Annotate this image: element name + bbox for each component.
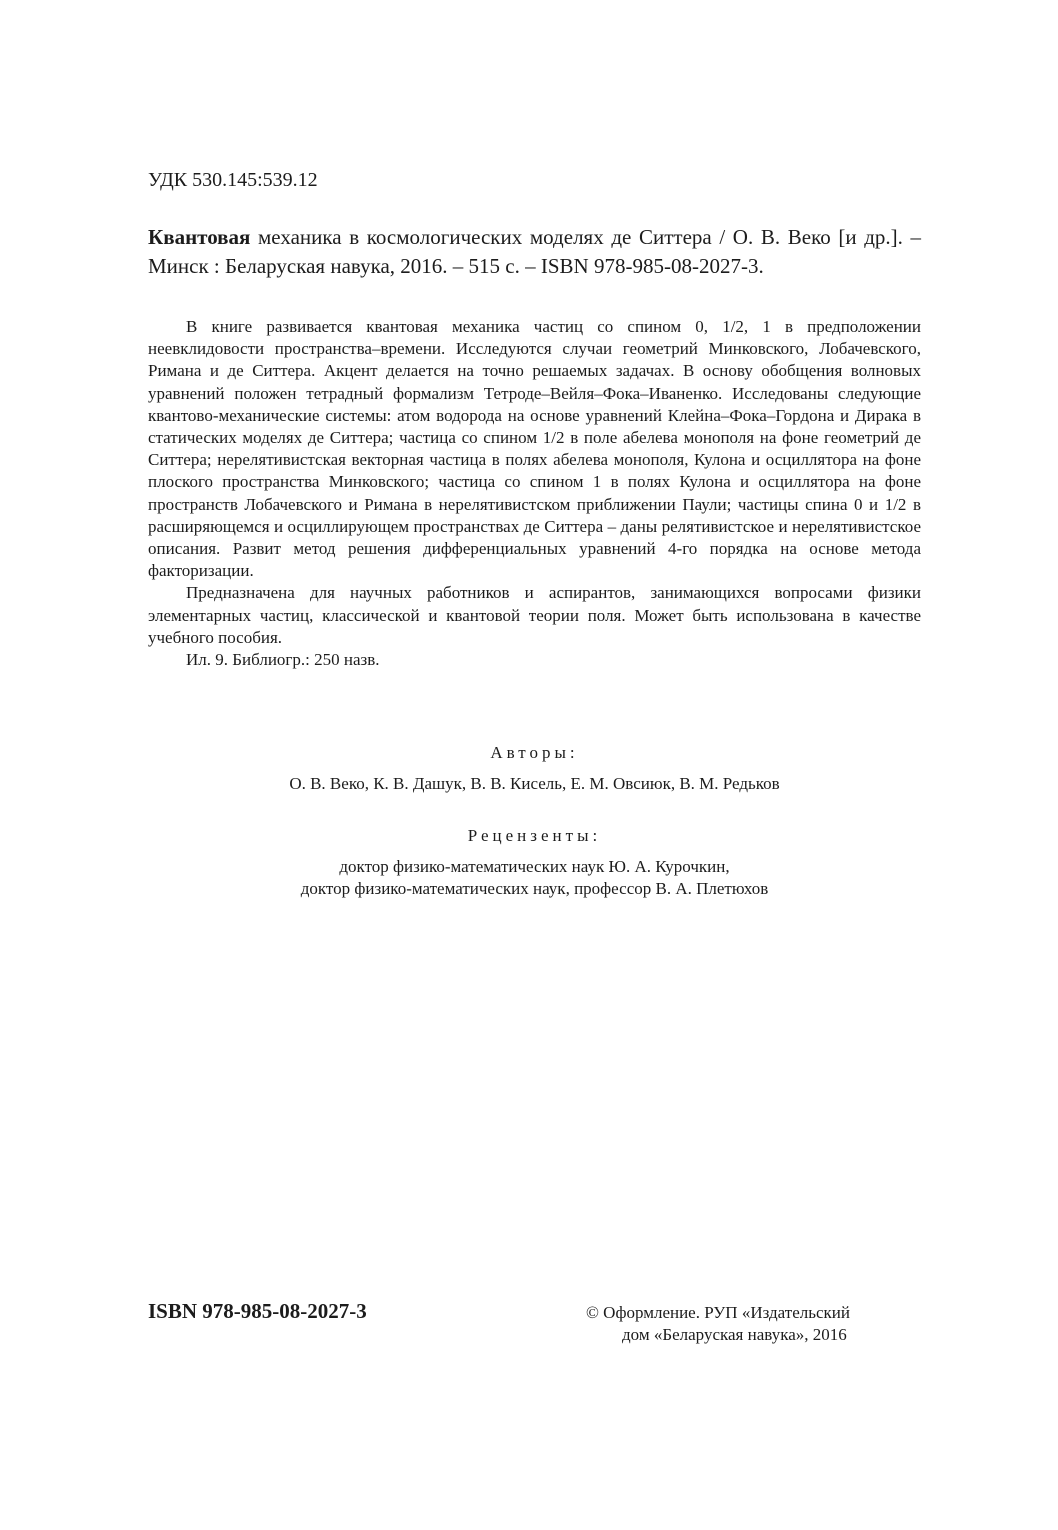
reviewer-line: доктор физико-математических наук Ю. А. Курочкин, bbox=[339, 857, 730, 876]
copyright-notice bbox=[586, 1302, 921, 1346]
annotation-paragraph: Ил. 9. Библиогр.: 250 назв. bbox=[186, 650, 380, 670]
authors-heading: Авторы: bbox=[490, 743, 579, 762]
udk-code: УДК 530.145:539.12 bbox=[148, 169, 318, 191]
bibliographic-details: механика в космологических моделях де Ситтера / О. В. Веко [и др.]. – Минск : Беларуская навука, 2016. – 515 с. – ISBN 978-985-08-2027-3. bbox=[148, 225, 921, 278]
copyright-line: дом «Беларуская навука», 2016 bbox=[622, 1325, 847, 1344]
annotation bbox=[148, 316, 921, 671]
copyright-line: © Оформление. РУП «Издательский bbox=[586, 1303, 850, 1322]
bibliographic-record bbox=[148, 223, 921, 281]
annotation-paragraph: Предназначена для научных работников и аспирантов, занимающихся вопросами физики элементарных частиц, классической и квантовой теории поля. Может быть использована в качестве учебного пособия. bbox=[148, 583, 921, 647]
book-title-keyword: Квантовая bbox=[148, 225, 251, 249]
reviewers-heading: Рецензенты: bbox=[467, 826, 602, 845]
reviewer-line: доктор физико-математических наук, профессор В. А. Плетюхов bbox=[300, 879, 769, 898]
authors-list: О. В. Веко, К. В. Дашук, В. В. Кисель, Е. М. Овсиюк, В. М. Редьков bbox=[289, 774, 780, 793]
annotation-paragraph: В книге развивается квантовая механика частиц со спином 0, 1/2, 1 в предположении неевклидовости пространства–времени. Исследуются случаи геометрий Минковского, Лобачевского, Римана и де Ситтера. Акцент делается на точно решаемых задачах. В основу обобщения волновых уравнений положен тетрадный формализм Тетроде–Вейля–Фока–Иваненко. Исследованы следующие квантово-механические системы: атом водорода на основе уравнений Клейна–Фока–Гордона и Дирака в статических моделях де Ситтера; частица со спином 1/2 в поле абелева монополя на фоне геометрий де Ситтера; нерелятивистская векторная частица в полях абелева монополя, Кулона и осциллятора на фоне плоского пространства Минковского; частица со спином 1 в полях Кулона и осциллятора на фоне пространств Лобачевского и Римана в нерелятивистском приближении Паули; частицы спина 0 и 1/2 в расширяющемся и осциллирующем пространствах де Ситтера – даны релятивистское и нерелятивистское описания. Развит метод решения дифференциальных уравнений 4-го порядка на основе метода факторизации. bbox=[148, 317, 921, 581]
isbn: ISBN 978-985-08-2027-3 bbox=[148, 1299, 367, 1323]
